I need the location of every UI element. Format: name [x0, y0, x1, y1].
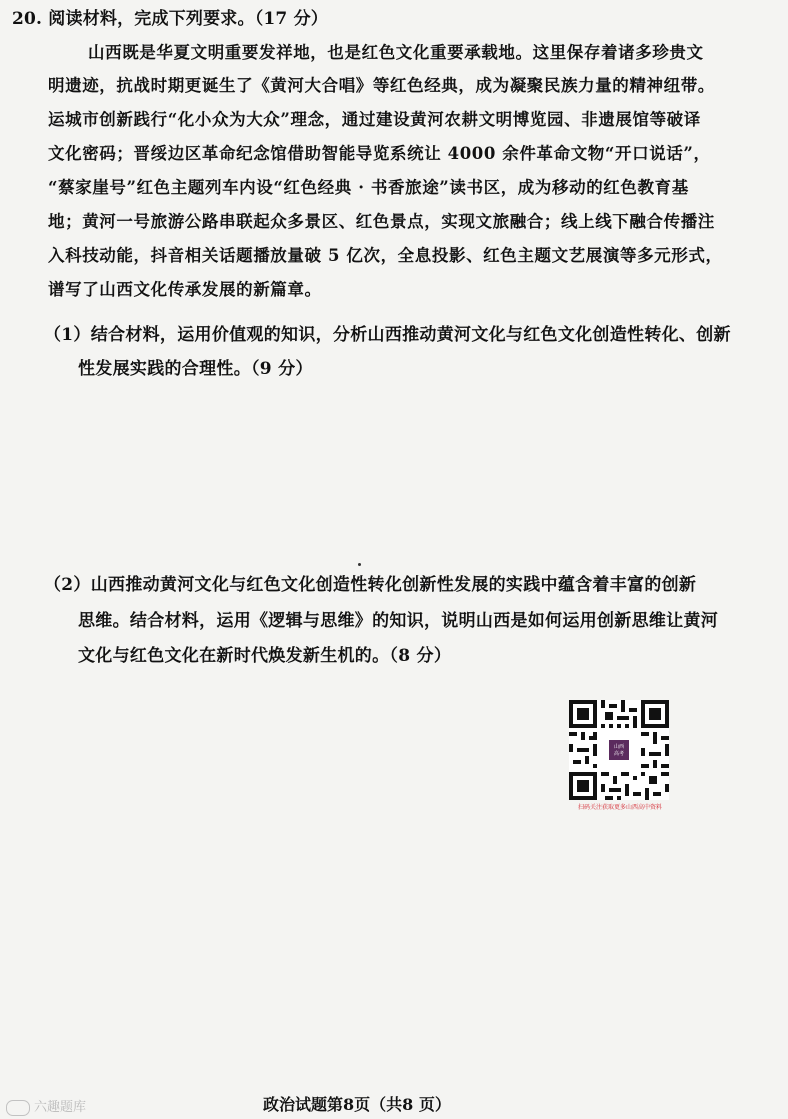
- watermark: [6, 1096, 86, 1116]
- question-title: 20. 阅读材料，完成下列要求。（17 分）: [12, 9, 328, 29]
- watermark-logo-icon: [6, 1100, 30, 1116]
- sub-question-line: 文化与红色文化在新时代焕发新生机的。（8 分）: [78, 646, 452, 666]
- material-line: 运城市创新践行“化小众为大众”理念，通过建设黄河农耕文明博览园、非遗展馆等破译: [48, 110, 701, 129]
- qr-code-image: [569, 700, 669, 800]
- watermark-text: 六趣题库: [34, 1100, 87, 1115]
- sub-question-line: （2）山西推动黄河文化与红色文化创造性转化创新性发展的实践中蕴含着丰富的创新: [44, 575, 697, 595]
- scan-speck: [358, 563, 361, 566]
- material-line: 谱写了山西文化传承发展的新篇章。: [48, 280, 322, 299]
- qr-caption: 扫码关注获取更多山西高中资料: [577, 804, 662, 811]
- material-line: 明遗迹，抗战时期更诞生了《黄河大合唱》等红色经典，成为凝聚民族力量的精神纽带。: [48, 76, 715, 95]
- qr-logo-text: 高考: [613, 751, 624, 757]
- page-footer: 政治试题第8页（共8 页）: [263, 1095, 451, 1114]
- material-line: 文化密码；晋绥边区革命纪念馆借助智能导览系统让 4000 余件革命文物“开口说话”，: [48, 144, 711, 163]
- qr-logo-text: 山西: [613, 744, 624, 750]
- material-line: “蔡家崖号”红色主题列车内设“红色经典 · 书香旅途”读书区，成为移动的红色教育基: [48, 178, 689, 197]
- material-line: 山西既是华夏文明重要发祥地，也是红色文化重要承载地。这里保存着诸多珍贵文: [88, 43, 704, 62]
- material-line: 入科技动能，抖音相关话题播放量破 5 亿次，全息投影、红色主题文艺展演等多元形式，: [48, 246, 723, 265]
- material-line: 地；黄河一号旅游公路串联起众多景区、红色景点，实现文旅融合；线上线下融合传播注: [48, 212, 715, 231]
- sub-question-line: （1）结合材料，运用价值观的知识，分析山西推动黄河文化与红色文化创造性转化、创新: [44, 325, 731, 345]
- sub-question-line: 性发展实践的合理性。（9 分）: [78, 359, 313, 379]
- sub-question-line: 思维。结合材料，运用《逻辑与思维》的知识，说明山西是如何运用创新思维让黄河: [78, 611, 719, 631]
- qr-center-logo: [607, 738, 631, 762]
- qr-code-block: [566, 700, 674, 811]
